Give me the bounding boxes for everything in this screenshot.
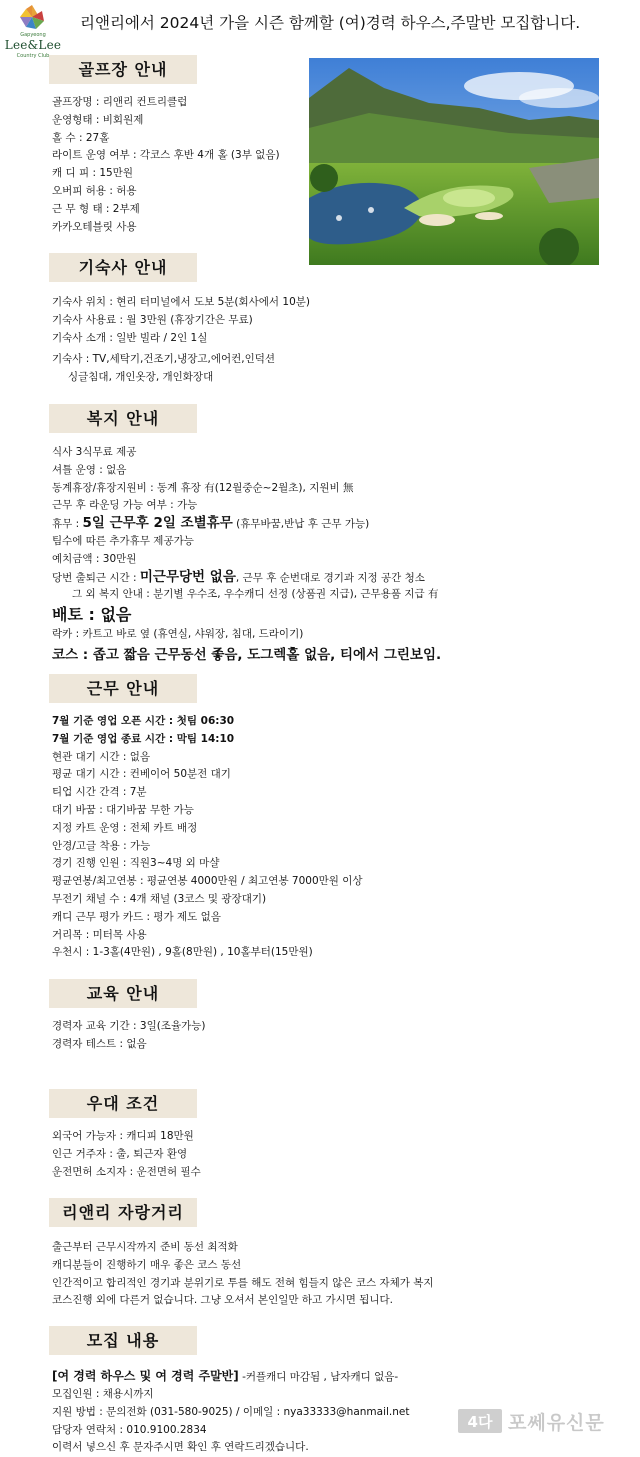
dorm-info-list	[52, 294, 310, 387]
golf-line: 홀 수 : 27홀	[52, 131, 110, 144]
dorm-line: 싱글침대, 개인옷장, 개인화장대	[68, 371, 214, 384]
edu-line: 경력자 교육 기간 : 3일(조율가능)	[52, 1020, 206, 1032]
dorm-section-header: 기숙사 안내	[49, 253, 197, 282]
welfare-line: 그 외 복지 안내 : 분기별 우수조, 우수캐디 선정 (상품권 지급), 근무용품 지급 有	[72, 588, 439, 601]
pref-line: 외국어 가능자 : 캐디피 18만원	[52, 1130, 194, 1142]
work-line: 7월 기준 영업 오픈 시간 : 첫팀 06:30	[52, 715, 235, 727]
dorm-line: 기숙사 : TV,세탁기,건조기,냉장고,에어컨,인덕션	[52, 353, 276, 366]
welfare-line: 코스 : 좁고 짧음 근무동선 좋음, 도그렉홀 없음, 티에서 그린보임.	[52, 646, 442, 663]
golf-line: 근 무 형 태 : 2부제	[52, 202, 140, 215]
pride-line: 인간적이고 합리적인 경기과 분위기로 투를 해도 전혀 힘들지 않은 코스 자체가 복지	[52, 1276, 434, 1289]
logo-top-text: Gapyeong	[20, 32, 46, 38]
welfare-duty-label: 당번 출퇴근 시간 :	[52, 571, 140, 584]
work-line: 경기 진행 인원 : 직원3~4명 외 마샬	[52, 857, 220, 870]
welfare-line: 예치금액 : 30만원	[52, 552, 137, 565]
edu-info-list	[52, 1018, 205, 1054]
work-line: 캐디 근무 평가 카드 : 평가 제도 없음	[52, 910, 221, 923]
welfare-dayoff-label: 휴무 :	[52, 518, 83, 531]
work-line: 티업 시간 간격 : 7분	[52, 786, 147, 799]
golf-section-header: 골프장 안내	[49, 55, 197, 84]
recruit-position: [여 경력 하우스 및 여 경력 주말반]	[52, 1369, 239, 1383]
watermark-text: 포쎄유신문	[508, 1411, 605, 1434]
dorm-line: 기숙사 소개 : 일반 빌라 / 2인 1실	[52, 331, 208, 344]
golf-line: 캐 디 피 : 15만원	[52, 167, 133, 180]
golf-line: 골프장명 : 리앤리 컨트리클럽	[52, 96, 188, 108]
welfare-dayoff-note: (휴무바꿈,반납 후 근무 가능)	[232, 518, 370, 531]
recruit-section-header: 모집 내용	[49, 1326, 197, 1355]
news-watermark	[458, 1407, 605, 1435]
pref-section-header: 우대 조건	[49, 1089, 197, 1118]
welfare-line: 동계휴장/휴장지원비 : 동계 휴장 有(12월중순~2월초), 지원비 無	[52, 481, 354, 494]
work-line: 무전기 채널 수 : 4개 채널 (3코스 및 광장대기)	[52, 892, 267, 905]
welfare-line: 근무 후 라운딩 가능 여부 : 가능	[52, 499, 198, 512]
welfare-line: 셔틀 운영 : 없음	[52, 463, 127, 476]
work-line: 거리목 : 미터목 사용	[52, 928, 147, 941]
golf-line: 운영형태 : 비회원제	[52, 113, 144, 126]
work-info-list	[52, 713, 363, 962]
work-line: 대기 바꿈 : 대기바꿈 무한 가능	[52, 803, 194, 816]
golf-line: 라이트 운영 여부 : 각코스 후반 4개 홀 (3부 없음)	[52, 149, 280, 162]
leaf-emblem-icon	[14, 3, 50, 33]
recruit-info-list	[52, 1366, 409, 1457]
pride-line: 출근부터 근무시작까지 준비 동선 최적화	[52, 1241, 238, 1253]
work-line: 우천시 : 1-3홀(4만원) , 9홀(8만원) , 10홀부터(15만원)	[52, 946, 313, 959]
pride-line: 캐디분들이 진행하기 매우 좋은 코스 동선	[52, 1258, 242, 1271]
welfare-line: 락카 : 카트고 바로 옆 (휴연실, 샤워장, 침대, 드라이기)	[52, 628, 304, 641]
recruit-note: -커플캐디 마감됨 , 남자캐디 없음-	[238, 1371, 399, 1383]
dorm-line: 기숙사 위치 : 현리 터미널에서 도보 5분(회사에서 10분)	[52, 296, 310, 308]
welfare-duty-value: 미근무당번 없음	[139, 568, 236, 585]
edu-section-header: 교육 안내	[49, 979, 197, 1008]
golf-line: 카카오테블릿 사용	[52, 220, 137, 233]
dorm-line: 기숙사 사용료 : 월 3만원 (휴장기간은 무료)	[52, 313, 253, 326]
golf-course-photo	[309, 58, 599, 265]
pride-info-list	[52, 1239, 434, 1310]
work-line: 현관 대기 시간 : 없음	[52, 750, 151, 763]
work-line: 7월 기준 영업 종료 시간 : 막팀 14:10	[52, 732, 235, 745]
welfare-line: 식사 3식무료 제공	[52, 446, 137, 458]
watermark-logo-box: 4다	[458, 1409, 502, 1433]
golf-line: 오버피 허용 : 허용	[52, 184, 137, 197]
pride-line: 코스진행 외에 다른거 없습니다. 그냥 오셔서 본인일만 하고 가시면 됩니다.	[52, 1294, 394, 1307]
welfare-duty-note: , 근무 후 순번대로 경기과 지정 공간 청소	[235, 571, 425, 584]
club-logo	[4, 3, 62, 59]
recruit-line: 담당자 연락처 : 010.9100.2834	[52, 1423, 207, 1436]
welfare-info-list	[52, 444, 441, 666]
recruit-line: 지원 방법 : 문의전화 (031-580-9025) / 이메일 : nya33333@hanmail.net	[52, 1405, 410, 1418]
welfare-line: 배토 : 없음	[52, 605, 132, 625]
pref-info-list	[52, 1128, 201, 1181]
logo-sub-text: Country Club	[16, 53, 50, 59]
recruit-line: 모집인원 : 채용시까지	[52, 1388, 154, 1400]
pref-line: 인근 거주자 : 출, 퇴근자 환영	[52, 1147, 188, 1160]
welfare-dayoff-value: 5일 근무후 2일 조별휴무	[82, 515, 233, 532]
logo-brand-text: Lee&Lee	[4, 38, 62, 52]
work-line: 지정 카트 운영 : 전체 카트 배정	[52, 821, 198, 834]
recruit-line: 이력서 넣으신 후 문자주시면 확인 후 연락드리겠습니다.	[52, 1441, 309, 1454]
welfare-line	[52, 515, 441, 533]
work-section-header: 근무 안내	[49, 674, 197, 703]
pride-section-header: 리앤리 자랑거리	[49, 1198, 197, 1227]
work-line: 안경/고글 착용 : 가능	[52, 839, 151, 852]
welfare-line: 팀수에 따른 추가휴무 제공가능	[52, 534, 194, 547]
pref-line: 운전면허 소지자 : 운전면허 필수	[52, 1165, 201, 1178]
welfare-section-header: 복지 안내	[49, 404, 197, 433]
recruit-line	[52, 1366, 409, 1386]
golf-info-list	[52, 94, 280, 236]
work-line: 평균연봉/최고연봉 : 평균연봉 4000만원 / 최고연봉 7000만원 이상	[52, 875, 363, 888]
page-headline: 리앤리에서 2024년 가을 시즌 함께할 (여)경력 하우스,주말반 모집합니다.	[80, 14, 581, 32]
work-line: 평균 대기 시간 : 컨베이어 50분전 대기	[52, 768, 231, 781]
welfare-line	[52, 569, 441, 587]
edu-line: 경력자 테스트 : 없음	[52, 1037, 147, 1050]
